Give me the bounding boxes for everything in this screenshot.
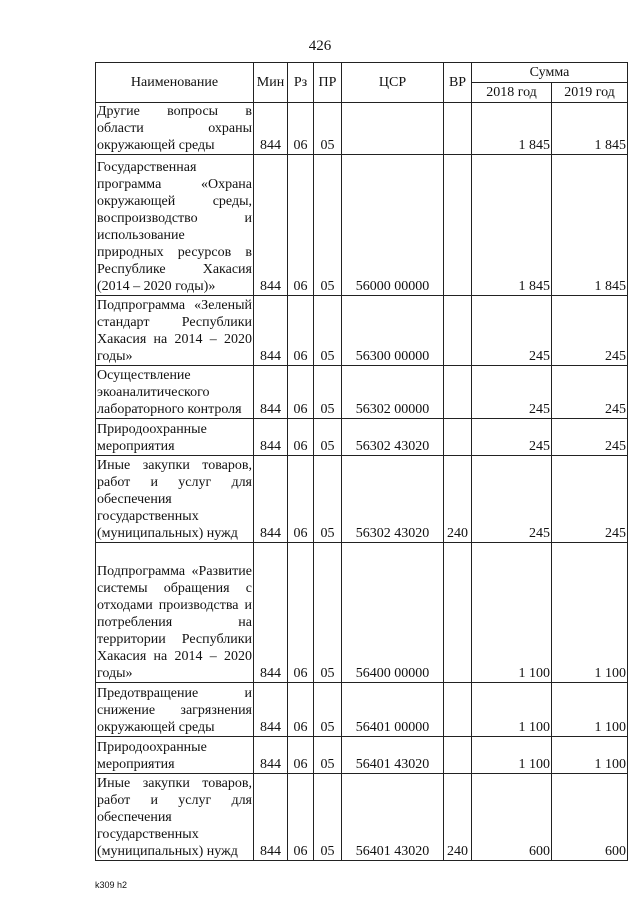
row-rz: 06 — [288, 155, 314, 296]
row-pr: 05 — [314, 774, 342, 861]
table-row — [96, 543, 628, 683]
row-sum-2019: 600 — [552, 774, 628, 861]
row-name: Государственная программа «Охрана окружающей среды, воспроизводство и использование природных ресурсов в Республике Хакасия (2014 – 2020 годы)» — [96, 155, 254, 296]
row-vr — [444, 296, 472, 366]
table-row — [96, 774, 628, 861]
budget-table — [95, 62, 628, 861]
row-sum-2019: 1 100 — [552, 683, 628, 737]
row-sum-2018: 1 100 — [472, 683, 552, 737]
row-rz: 06 — [288, 456, 314, 543]
footer-code: k309 h2 — [95, 880, 128, 890]
row-min: 844 — [254, 103, 288, 155]
row-min: 844 — [254, 543, 288, 683]
row-sum-2018: 1 845 — [472, 103, 552, 155]
header-vr: ВР — [444, 63, 472, 103]
row-min: 844 — [254, 366, 288, 419]
row-sum-2018: 1 845 — [472, 155, 552, 296]
row-sum-2019: 1 845 — [552, 103, 628, 155]
row-sum-2019: 1 845 — [552, 155, 628, 296]
row-min: 844 — [254, 419, 288, 456]
row-vr — [444, 103, 472, 155]
row-csr: 56000 00000 — [342, 155, 444, 296]
row-sum-2019: 245 — [552, 419, 628, 456]
row-pr: 05 — [314, 366, 342, 419]
row-sum-2018: 245 — [472, 296, 552, 366]
row-pr: 05 — [314, 155, 342, 296]
row-pr: 05 — [314, 737, 342, 774]
row-sum-2018: 600 — [472, 774, 552, 861]
row-vr — [444, 543, 472, 683]
row-sum-2019: 245 — [552, 456, 628, 543]
row-rz: 06 — [288, 103, 314, 155]
header-year-2019: 2019 год — [552, 83, 628, 103]
row-sum-2019: 1 100 — [552, 543, 628, 683]
header-pr: ПР — [314, 63, 342, 103]
row-rz: 06 — [288, 543, 314, 683]
table-row — [96, 103, 628, 155]
row-csr: 56300 00000 — [342, 296, 444, 366]
row-csr: 56302 43020 — [342, 419, 444, 456]
row-vr: 240 — [444, 456, 472, 543]
row-vr — [444, 155, 472, 296]
row-pr: 05 — [314, 543, 342, 683]
row-sum-2018: 1 100 — [472, 543, 552, 683]
row-csr — [342, 103, 444, 155]
row-sum-2019: 245 — [552, 366, 628, 419]
table-row — [96, 737, 628, 774]
row-csr: 56302 00000 — [342, 366, 444, 419]
table-row — [96, 419, 628, 456]
row-min: 844 — [254, 456, 288, 543]
row-csr: 56400 00000 — [342, 543, 444, 683]
table-row — [96, 366, 628, 419]
row-name: Иные закупки товаров, работ и услуг для обеспечения государственных (муниципальных) нужд — [96, 774, 254, 861]
row-pr: 05 — [314, 419, 342, 456]
row-csr: 56401 43020 — [342, 774, 444, 861]
row-name: Иные закупки товаров, работ и услуг для обеспечения государственных (муниципальных) нужд — [96, 456, 254, 543]
row-rz: 06 — [288, 296, 314, 366]
page-number: 426 — [308, 38, 332, 54]
row-pr: 05 — [314, 103, 342, 155]
header-sum: Сумма — [472, 63, 628, 83]
row-name: Другие вопросы в области охраны окружающей среды — [97, 104, 252, 153]
row-min: 844 — [254, 296, 288, 366]
header-csr: ЦСР — [342, 63, 444, 103]
row-csr: 56401 43020 — [342, 737, 444, 774]
row-rz: 06 — [288, 683, 314, 737]
table-row — [96, 155, 628, 296]
row-vr — [444, 419, 472, 456]
row-min: 844 — [254, 683, 288, 737]
table-row — [96, 456, 628, 543]
row-sum-2018: 245 — [472, 366, 552, 419]
row-vr — [444, 683, 472, 737]
row-min: 844 — [254, 737, 288, 774]
row-rz: 06 — [288, 737, 314, 774]
row-name: Подпрограмма «Развитие системы обращения с отходами производства и потребления на территории Республики Хакасия на 2014 – 2020 годы» — [96, 543, 254, 683]
header-rz: Рз — [288, 63, 314, 103]
table-row — [96, 683, 628, 737]
row-min: 844 — [254, 774, 288, 861]
header-year-2018: 2018 год — [472, 83, 552, 103]
row-name: Осуществление экоаналитического лабораторного контроля — [96, 366, 254, 419]
table-body — [96, 103, 628, 861]
row-rz: 06 — [288, 366, 314, 419]
row-vr — [444, 737, 472, 774]
row-pr: 05 — [314, 296, 342, 366]
row-csr: 56302 43020 — [342, 456, 444, 543]
row-vr — [444, 366, 472, 419]
header-name: Наименование — [96, 63, 254, 103]
row-rz: 06 — [288, 774, 314, 861]
header-min: Мин — [254, 63, 288, 103]
row-name: Природоохранные мероприятия — [96, 737, 254, 774]
row-sum-2018: 245 — [472, 419, 552, 456]
row-name: Предотвращение и снижение загрязнения окружающей среды — [96, 683, 254, 737]
row-sum-2018: 245 — [472, 456, 552, 543]
row-pr: 05 — [314, 683, 342, 737]
row-name: Природоохранные мероприятия — [96, 419, 254, 456]
row-sum-2019: 245 — [552, 296, 628, 366]
row-name: Подпрограмма «Зеленый стандарт Республики Хакасия на 2014 – 2020 годы» — [96, 296, 254, 366]
row-min: 844 — [254, 155, 288, 296]
row-pr: 05 — [314, 456, 342, 543]
row-rz: 06 — [288, 419, 314, 456]
row-sum-2019: 1 100 — [552, 737, 628, 774]
table-row — [96, 296, 628, 366]
row-vr: 240 — [444, 774, 472, 861]
row-csr: 56401 00000 — [342, 683, 444, 737]
row-sum-2018: 1 100 — [472, 737, 552, 774]
